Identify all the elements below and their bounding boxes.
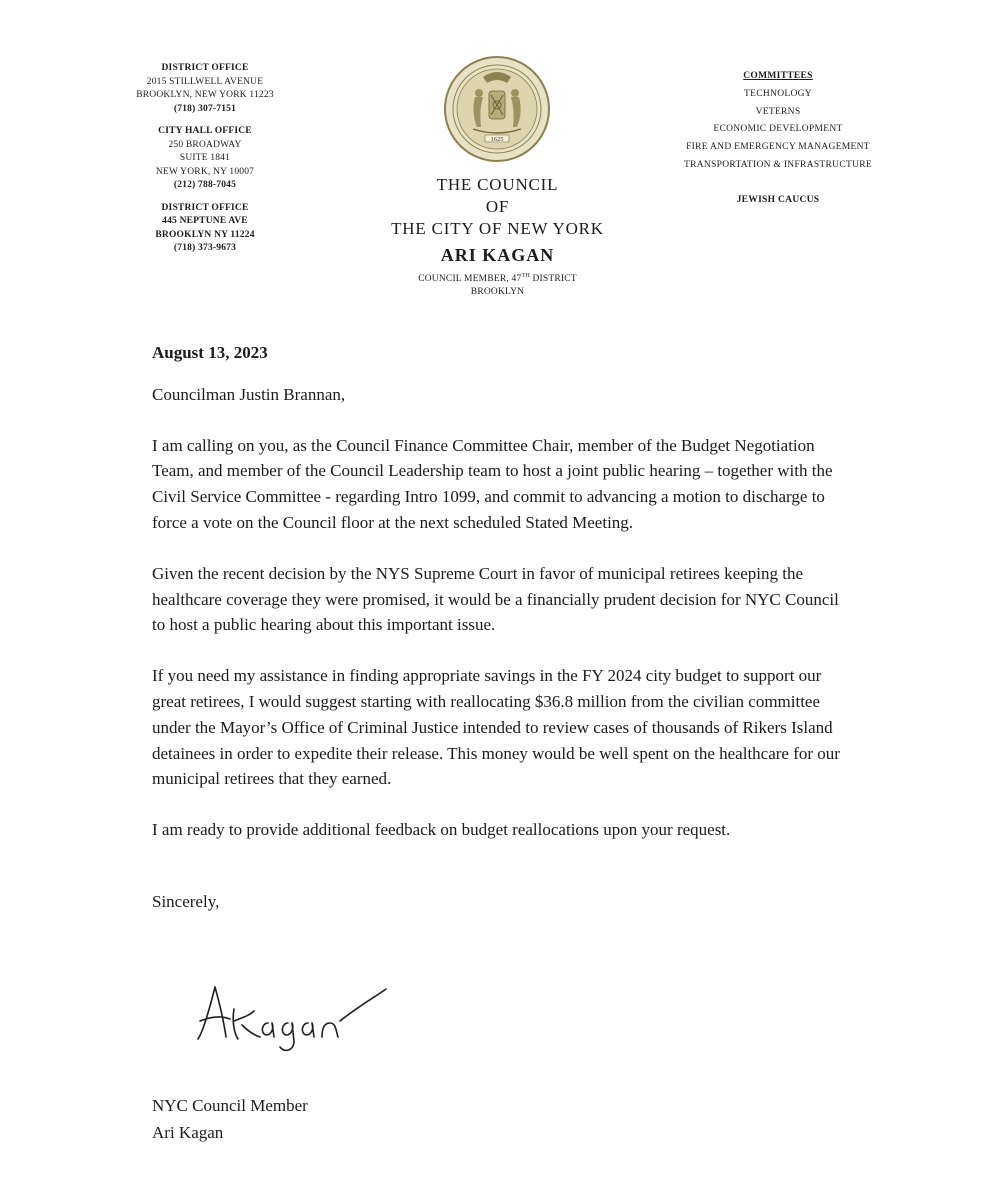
letter-paragraph-2: Given the recent decision by the NYS Supreme Court in favor of municipal retirees keeping the healthcare coverage they were promised, it would be a financially prudent decision for NYC Council to host a public hearing about this important issue. bbox=[152, 563, 839, 635]
signer-title: NYC Council Member bbox=[152, 1096, 308, 1115]
letter-paragraph-1: I am calling on you, as the Council Finance Committee Chair, member of the Budget Negotiation Team, and member of the Council Leadership team to host a joint public hearing – together with the Civil Service Committee - regarding Intro 1099, and commit to advancing a motion to discharge to force a vote on the Council floor at the next scheduled Stated Meeting. bbox=[152, 435, 833, 532]
council-title-line-1: THE COUNCIL bbox=[436, 175, 559, 194]
seal-year: 1625 bbox=[490, 136, 504, 143]
city-seal-icon bbox=[443, 55, 551, 163]
city-hall-office-block bbox=[100, 125, 310, 193]
council-title-line-3: THE CITY OF NEW YORK bbox=[391, 219, 604, 238]
council-member-name: ARI KAGAN bbox=[440, 245, 555, 265]
district-office-block-2 bbox=[100, 202, 310, 256]
letter-paragraph-4: I am ready to provide additional feedback on budget reallocations upon your request. bbox=[152, 820, 731, 840]
letter-salutation: Councilman Justin Brannan, bbox=[152, 384, 346, 404]
office-phone: (718) 373-9673 bbox=[173, 243, 237, 253]
district-office-block-1 bbox=[100, 62, 310, 116]
office-address-line: 2015 STILLWELL AVENUE bbox=[146, 76, 264, 87]
committees-title: COMMITTEES bbox=[743, 71, 813, 81]
letter-body bbox=[152, 340, 842, 940]
office-phone: (212) 788-7045 bbox=[173, 180, 237, 190]
committee-item: TRANSPORTATION & INFRASTRUCTURE bbox=[684, 159, 872, 170]
office-address-line: 250 BROADWAY bbox=[168, 139, 242, 150]
office-label: DISTRICT OFFICE bbox=[161, 202, 249, 213]
letter-paragraph-3: If you need my assistance in finding appropriate savings in the FY 2024 city budget to support our great retirees, I would suggest starting with reallocating $36.8 million from the civilian committee under the Mayor’s Office of Criminal Justice intended to review cases of thousands of Rikers Island detainees in order to expedite their release. This money would be well spent on the healthcare for our municipal retirees that they earned. bbox=[152, 666, 840, 789]
office-address-line: BROOKLYN, NEW YORK 11223 bbox=[136, 90, 274, 100]
office-address-line: SUITE 1841 bbox=[179, 153, 231, 163]
council-member-borough: BROOKLYN bbox=[470, 287, 525, 298]
signature-block bbox=[152, 1092, 308, 1146]
council-title-line-2: OF bbox=[485, 197, 510, 216]
committees-list bbox=[668, 68, 888, 210]
office-phone: (718) 307-7151 bbox=[173, 103, 237, 114]
council-letterhead bbox=[360, 174, 635, 299]
letter-date: August 13, 2023 bbox=[152, 343, 268, 362]
office-label: DISTRICT OFFICE bbox=[161, 63, 249, 73]
signer-name: Ari Kagan bbox=[152, 1123, 224, 1142]
office-address-line: 445 NEPTUNE AVE bbox=[162, 216, 248, 226]
office-addresses bbox=[100, 62, 310, 265]
caucus-label: JEWISH CAUCUS bbox=[736, 194, 820, 205]
office-address-line: NEW YORK, NY 10007 bbox=[155, 166, 255, 177]
committee-item: FIRE AND EMERGENCY MANAGEMENT bbox=[686, 142, 870, 153]
council-member-title: COUNCIL MEMBER, 47TH DISTRICT bbox=[418, 273, 577, 285]
committee-item: VETERNS bbox=[755, 106, 801, 117]
office-address-line: BROOKLYN NY 11224 bbox=[155, 229, 255, 240]
office-label: CITY HALL OFFICE bbox=[158, 126, 252, 136]
committee-item: TECHNOLOGY bbox=[744, 88, 812, 99]
letter-closing: Sincerely, bbox=[152, 891, 220, 911]
signature-image bbox=[190, 975, 390, 1055]
committee-item: ECONOMIC DEVELOPMENT bbox=[713, 124, 843, 135]
